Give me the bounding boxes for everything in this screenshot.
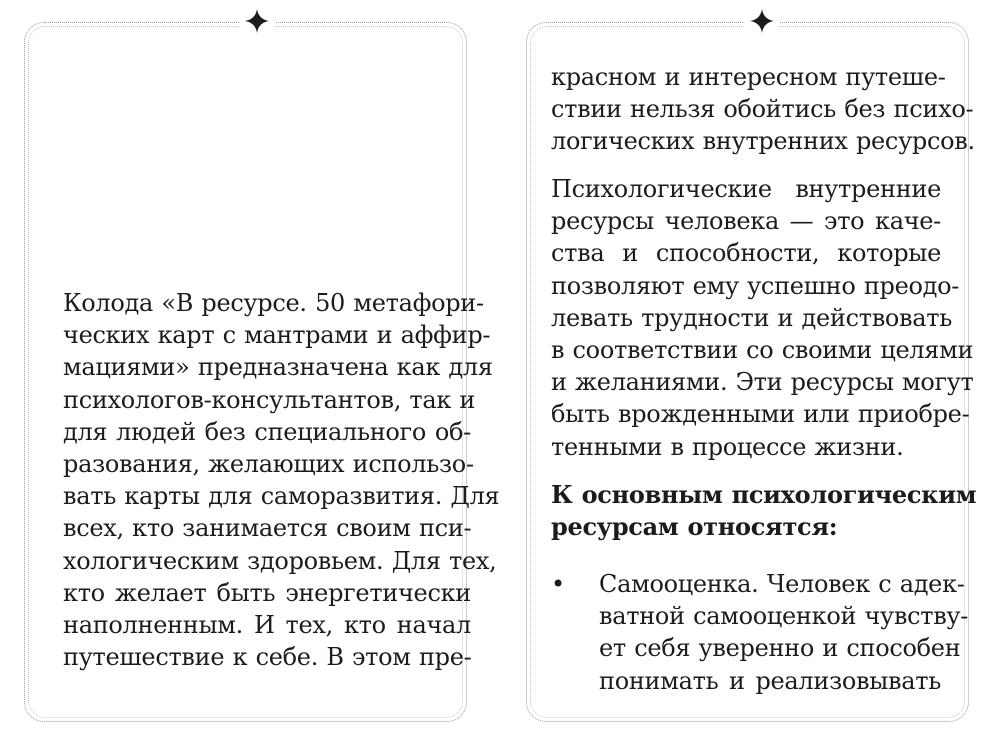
text-line: позволяют ему успешно преодо- <box>551 271 960 300</box>
text-line: наполненным. И тех, кто начал <box>63 611 471 640</box>
right-card <box>526 22 977 722</box>
text-line: ет себя уверенно и способен <box>599 634 961 663</box>
text-line: ствии нельзя обойтись без психо- <box>551 95 974 124</box>
left-card <box>24 22 500 722</box>
text-line: хологическим здоровьем. Для тех, <box>63 546 497 575</box>
text-line: ресурсы человека — это каче- <box>551 207 941 236</box>
text-line: ческих карт с мантрами и аффир- <box>63 321 491 350</box>
text-line: всех, кто занимается своим пси- <box>63 514 472 543</box>
text-line: в соответствии со своими целями <box>551 336 974 365</box>
bullet-icon: • <box>551 570 565 598</box>
text-line: Колода «В ресурсе. 50 метафори- <box>63 289 484 317</box>
text-line: левать трудности и действовать <box>551 303 953 332</box>
text-line: тенными в процессе жизни. <box>551 432 904 461</box>
text-line: и желаниями. Эти ресурсы могут <box>551 368 974 397</box>
text-line: Психологические внутренние <box>551 175 941 203</box>
heading-line: ресурсам относятся: <box>551 512 838 542</box>
four-point-star-icon <box>744 3 780 39</box>
text-line: психологов-консультантов, так и <box>63 385 476 414</box>
text-line: красном и интересном путеше- <box>551 63 946 91</box>
text-line: быть врожденными или приобре- <box>551 400 970 429</box>
text-line: кто желает быть энергетически <box>63 578 471 607</box>
paragraph-resources-definition <box>551 173 974 463</box>
heading-line: К основным психологическим <box>551 480 977 509</box>
text-line: ства и способности, которые <box>551 239 941 268</box>
text-line: ватной самооценкой чувству- <box>599 602 969 631</box>
text-line: путешествие к себе. В этом пре- <box>63 643 472 672</box>
text-line: вать карты для саморазвития. Для <box>63 482 500 511</box>
bullet-text <box>599 568 969 697</box>
text-line: логических внутренних ресурсов. <box>551 127 975 156</box>
left-card-text <box>63 287 500 673</box>
text-line: мациями» предназначена как для <box>63 353 493 382</box>
text-line: разования, желающих использо- <box>63 450 474 479</box>
four-point-star-icon <box>239 3 275 39</box>
text-line: Самооценка. Человек с адек- <box>599 570 965 598</box>
section-heading <box>551 479 977 543</box>
paragraph-continuation <box>551 61 975 158</box>
text-line: понимать и реализовывать <box>599 666 941 695</box>
text-line: для людей без специального об- <box>63 417 471 446</box>
bullet-list-item <box>551 568 969 697</box>
